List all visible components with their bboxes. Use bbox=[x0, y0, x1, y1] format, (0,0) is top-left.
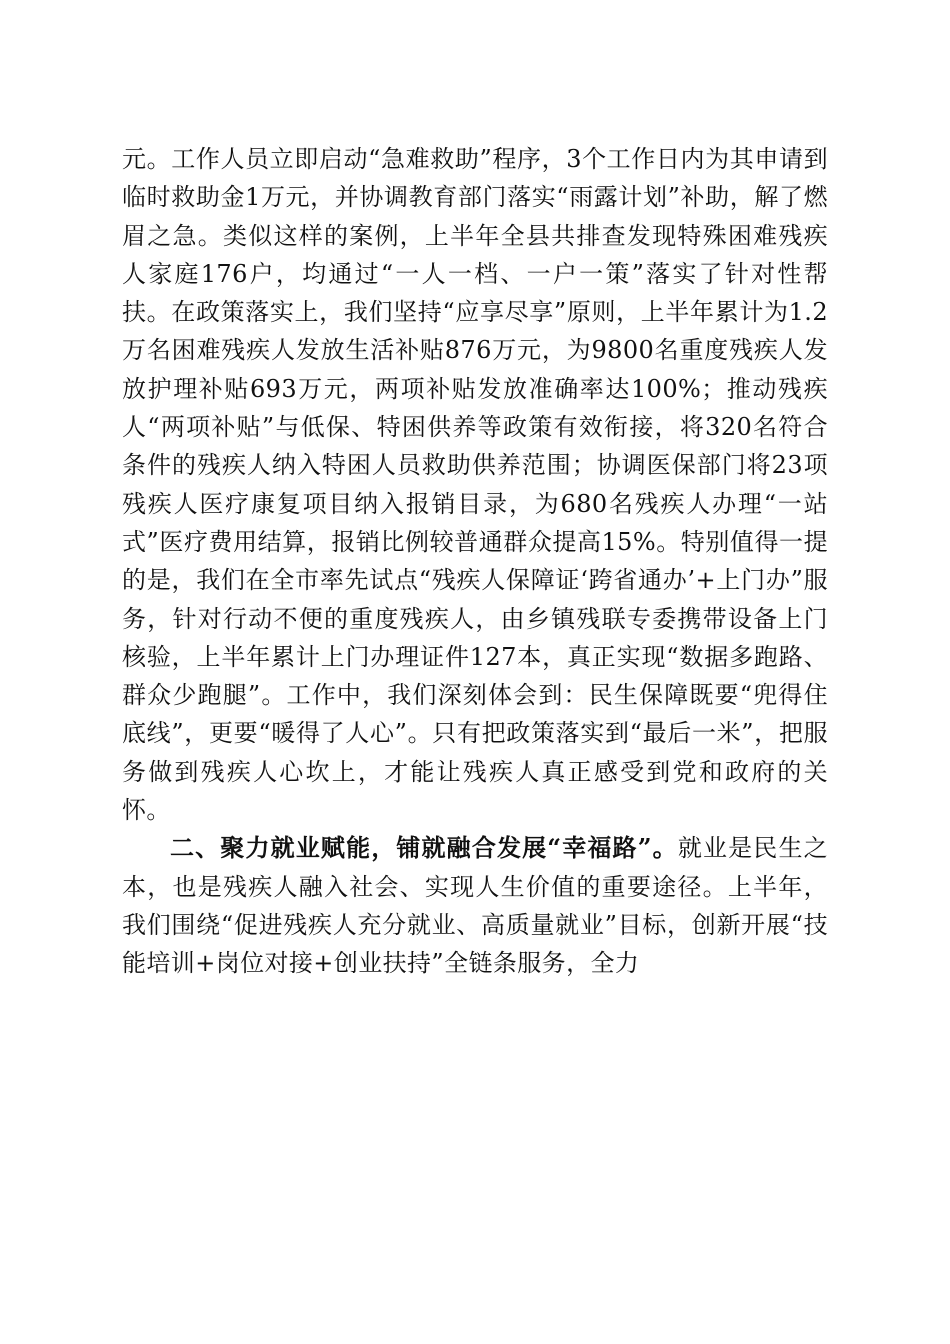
document-body bbox=[122, 140, 828, 983]
paragraph-section-two bbox=[122, 829, 828, 982]
section-heading: 二、聚力就业赋能，铺就融合发展“幸福路”。 bbox=[170, 833, 678, 863]
section-body: 就业是民生之本，也是残疾人融入社会、实现人生价值的重要途径。上半年，我们围绕“促进残疾人充分就业、高质量就业”目标，创新开展“技能培训+岗位对接+创业扶持”全链条服务，全力 bbox=[122, 834, 828, 978]
paragraph-continuation: 元。工作人员立即启动“急难救助”程序，3个工作日内为其申请到临时救助金1万元，并协调教育部门落实“雨露计划”补助，解了燃眉之急。类似这样的案例，上半年全县共排查发现特殊困难残疾人家庭176户，均通过“一人一档、一户一策”落实了针对性帮扶。在政策落实上，我们坚持“应享尽享”原则，上半年累计为1.2万名困难残疾人发放生活补贴876万元，为9800名重度残疾人发放护理补贴693万元，两项补贴发放准确率达100%；推动残疾人“两项补贴”与低保、特困供养等政策有效衔接，将320名符合条件的残疾人纳入特困人员救助供养范围；协调医保部门将23项残疾人医疗康复项目纳入报销目录，为680名残疾人办理“一站式”医疗费用结算，报销比例较普通群众提高15%。特别值得一提的是，我们在全市率先试点“残疾人保障证‘跨省通办’+上门办”服务，针对行动不便的重度残疾人，由乡镇残联专委携带设备上门核验，上半年累计上门办理证件127本，真正实现“数据多跑路、群众少跑腿”。工作中，我们深刻体会到：民生保障既要“兜得住底线”，更要“暖得了人心”。只有把政策落实到“最后一米”，把服务做到残疾人心坎上，才能让残疾人真正感受到党和政府的关怀。 bbox=[122, 145, 828, 825]
